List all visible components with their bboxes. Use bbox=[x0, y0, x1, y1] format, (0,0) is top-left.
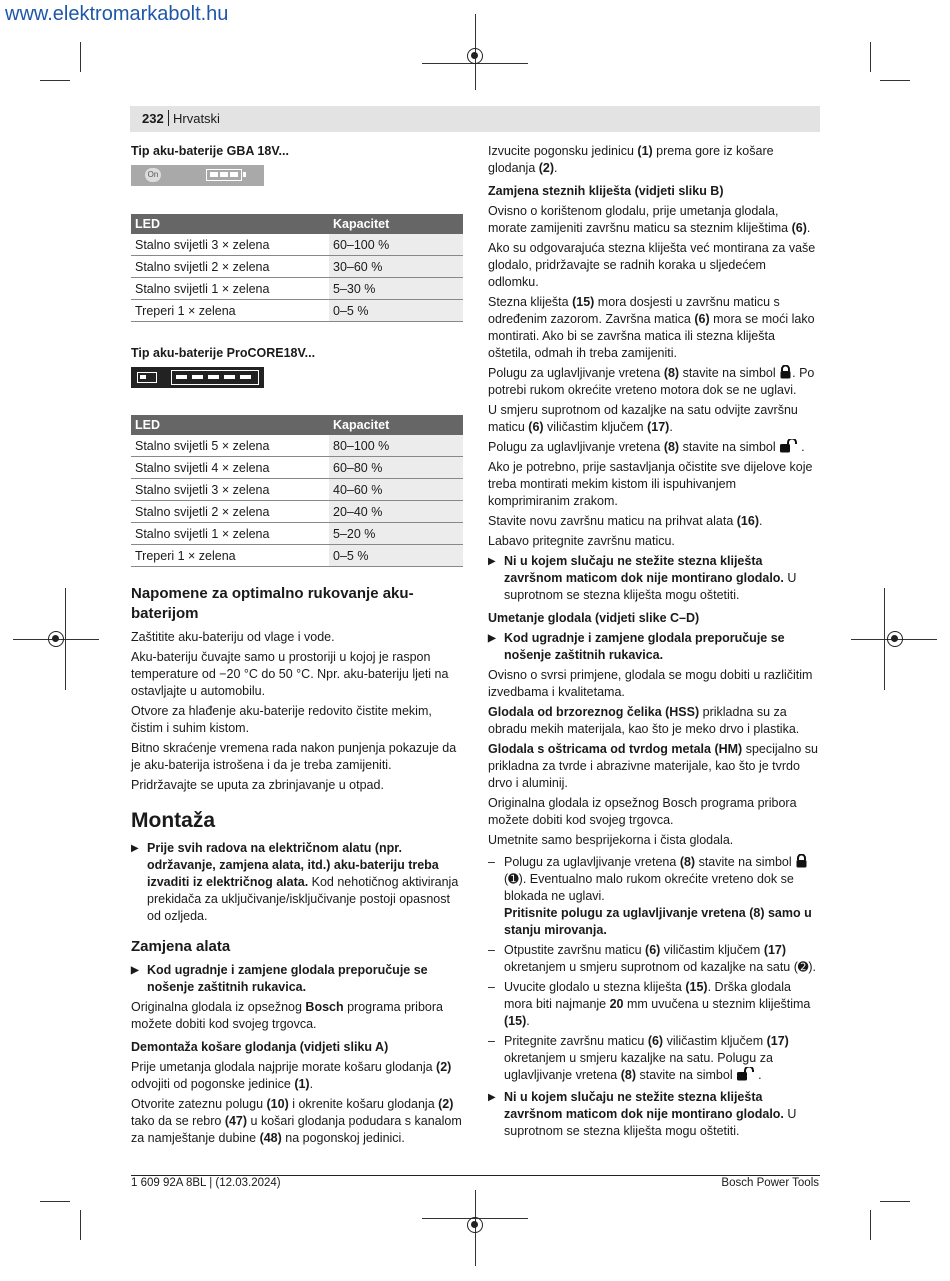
procore-battery-indicator-image bbox=[131, 367, 264, 388]
gba-title: Tip aku-baterije GBA 18V... bbox=[131, 144, 289, 158]
table-row bbox=[131, 435, 463, 457]
lock-open-icon bbox=[736, 1067, 758, 1081]
paragraph: Stavite novu završnu maticu na prihvat alata (16). bbox=[488, 514, 763, 528]
column-header: Kapacitet bbox=[329, 415, 463, 435]
subsection-heading: Umetanje glodala (vidjeti slike C–D) bbox=[488, 611, 700, 625]
paragraph: Stezna kliješta (15) mora dosjesti u završnu maticu s određenim zazorom. Završna matica (6) mora se moći lako montirati. Ako bi se završna matica ili stezna kliješta oštetila, odmah ih treba zamijeniti. bbox=[488, 295, 815, 360]
gba-capacity-table bbox=[131, 214, 463, 322]
paragraph: Ovisno o svrsi primjene, glodala se mogu dobiti u različitim izvedbama i kvalitetama. bbox=[488, 668, 813, 699]
paragraph: Bitno skraćenje vremena rada nakon punjenja pokazuje da je aku-baterija istrošena i da je treba zamijeniti. bbox=[131, 741, 457, 772]
paragraph: Glodala od brzoreznog čelika (HSS) prikladna su za obradu mekih materijala, kao što je meko drvo i plastika. bbox=[488, 705, 800, 736]
table-cell: 0–5 % bbox=[329, 300, 463, 322]
battery-icon bbox=[206, 169, 242, 181]
procore-capacity-table bbox=[131, 415, 463, 567]
step-1-icon: ➊ bbox=[508, 872, 519, 886]
subsection-heading: Zamjena steznih kliješta (vidjeti sliku B) bbox=[488, 184, 724, 198]
warning-bullet: ▶ Ni u kojem slučaju ne stežite stezna kliješta završnom maticom dok nije montirano glodalo. U suprotnom se stezna kliješta mogu oštetiti. bbox=[488, 1089, 820, 1140]
battery-low-icon bbox=[137, 372, 157, 383]
table-cell: Stalno svijetli 2 × zelena bbox=[131, 501, 329, 523]
lock-open-icon bbox=[779, 439, 801, 453]
paragraph: Ovisno o korištenom glodalu, prije umetanja glodala, morate zamijeniti završnu maticu sa steznim kliještima (6). bbox=[488, 204, 811, 235]
table-row bbox=[131, 545, 463, 567]
procore-title: Tip aku-baterije ProCORE18V... bbox=[131, 346, 316, 360]
paragraph: Labavo pritegnite završnu maticu. bbox=[488, 534, 675, 548]
table-row bbox=[131, 501, 463, 523]
paragraph: Glodala s oštricama od tvrdog metala (HM) specijalno su prikladna za tvrde i abrazivne materijale, kao što je tvrdo drvo i aluminij. bbox=[488, 742, 818, 790]
table-header-row bbox=[131, 415, 463, 435]
table-row bbox=[131, 278, 463, 300]
paragraph: Otvorite zateznu polugu (10) i okrenite košaru glodanja (2) tako da se rebro (47) u košari glodanja podudara s kanalom za namještanje dubine (48) na pogonskoj jedinici. bbox=[131, 1097, 462, 1145]
table-row bbox=[131, 256, 463, 278]
table-cell: Stalno svijetli 2 × zelena bbox=[131, 256, 329, 278]
list-item: – Uvucite glodalo u stezna kliješta (15). Drška glodala mora biti najmanje 20 mm uvučena u steznim kliještima (15). bbox=[488, 979, 820, 1030]
table-cell: 60–100 % bbox=[329, 234, 463, 256]
warning-bullet: ▶ Prije svih radova na električnom alatu (npr. održavanje, zamjena alata, itd.) aku-bateriju treba izvaditi iz električnog alata. Kod nehotičnog aktiviranja prekidača za uključivanje/isključivanje postoji opasnost od ozljeda. bbox=[131, 840, 463, 925]
list-item: – Polugu za uglavljivanje vretena (8) stavite na simbol (➊). Eventualno malo rukom okrećite vreteno dok se blokada ne uglavi. Pritisnite polugu za uglavljivanje vretena (8) samo u stanju mirovanja. bbox=[488, 854, 820, 939]
on-button-icon: On bbox=[145, 168, 161, 182]
table-cell: Treperi 1 × zelena bbox=[131, 300, 329, 322]
table-cell: Stalno svijetli 5 × zelena bbox=[131, 435, 329, 457]
gba-battery-indicator-image bbox=[131, 165, 264, 186]
table-cell: 0–5 % bbox=[329, 545, 463, 567]
table-row bbox=[131, 523, 463, 545]
warning-bullet: ▶ Ni u kojem slučaju ne stežite stezna kliješta završnom maticom dok nije montirano glodalo. U suprotnom se stezna kliješta mogu oštetiti. bbox=[488, 553, 820, 604]
table-row bbox=[131, 479, 463, 501]
column-header: LED bbox=[131, 415, 329, 435]
column-header: Kapacitet bbox=[329, 214, 463, 234]
table-cell: Stalno svijetli 4 × zelena bbox=[131, 457, 329, 479]
paragraph: Otvore za hlađenje aku-baterije redovito čistite mekim, čistim i suhim kistom. bbox=[131, 704, 432, 735]
paragraph: U smjeru suprotnom od kazaljke na satu odvijte završnu maticu (6) viličastim ključem (17). bbox=[488, 403, 798, 434]
battery-notes-section bbox=[131, 584, 463, 1147]
table-cell: Stalno svijetli 3 × zelena bbox=[131, 479, 329, 501]
watermark[interactable]: www.elektromarkabolt.hu bbox=[5, 3, 229, 25]
paragraph: Polugu za uglavljivanje vretena (8) stavite na simbol . Po potrebi rukom okrećite vreteno motora dok se ne uglavi. bbox=[488, 366, 815, 397]
table-cell: 80–100 % bbox=[329, 435, 463, 457]
list-item: – Otpustite završnu maticu (6) viličastim ključem (17) okretanjem u smjeru suprotnom od kazaljke na satu (➋). bbox=[488, 942, 820, 976]
warning-bullet: ▶ Kod ugradnje i zamjene glodala preporučuje se nošenje zaštitnih rukavica. bbox=[131, 962, 463, 996]
warning-bullet: ▶ Kod ugradnje i zamjene glodala preporučuje se nošenje zaštitnih rukavica. bbox=[488, 630, 820, 664]
paragraph: Originalna glodala iz opsežnog Bosch programa pribora možete dobiti kod svojeg trgovca. bbox=[488, 796, 797, 827]
table-cell: Stalno svijetli 3 × zelena bbox=[131, 234, 329, 256]
table-cell: 60–80 % bbox=[329, 457, 463, 479]
table-row bbox=[131, 457, 463, 479]
lock-closed-icon bbox=[795, 854, 808, 868]
right-column bbox=[488, 143, 820, 1140]
paragraph: Pridržavajte se uputa za zbrinjavanje u otpad. bbox=[131, 778, 384, 792]
paragraph: Ako su odgovarajuća stezna kliješta već montirana za vaše glodalo, pridržavajte se radnih koraka u sljedećem odlomku. bbox=[488, 241, 816, 289]
table-cell: 30–60 % bbox=[329, 256, 463, 278]
list-item: – Pritegnite završnu maticu (6) viličastim ključem (17) okretanjem u smjeru kazaljke na satu. Polugu za uglavljivanje vretena (8) stavite na simbol . bbox=[488, 1033, 820, 1084]
section-title-montaza: Montaža bbox=[131, 809, 215, 832]
table-cell: 5–30 % bbox=[329, 278, 463, 300]
paragraph: Izvucite pogonsku jedinicu (1) prema gore iz košare glodanja (2). bbox=[488, 144, 774, 175]
table-cell: 20–40 % bbox=[329, 501, 463, 523]
column-header: LED bbox=[131, 214, 329, 234]
paragraph: Originalna glodala iz opsežnog Bosch programa pribora možete dobiti kod svojeg trgovca. bbox=[131, 1000, 443, 1031]
page-number: 232 bbox=[142, 111, 164, 126]
battery-segments-icon bbox=[171, 370, 259, 385]
page-header-band bbox=[130, 106, 820, 132]
table-row bbox=[131, 300, 463, 322]
section-heading: Zamjena alata bbox=[131, 938, 231, 955]
footer-document-id: 1 609 92A 8BL | (12.03.2024) bbox=[131, 1177, 281, 1189]
table-cell: 5–20 % bbox=[329, 523, 463, 545]
footer-rule bbox=[131, 1175, 820, 1176]
header-divider bbox=[168, 110, 169, 126]
paragraph: Umetnite samo besprijekorna i čista glodala. bbox=[488, 833, 734, 847]
section-heading: Napomene za optimalno rukovanje aku-baterijom bbox=[131, 585, 414, 622]
subsection-heading: Demontaža košare glodanja (vidjeti sliku A) bbox=[131, 1040, 389, 1054]
step-2-icon: ➋ bbox=[797, 960, 809, 974]
paragraph: Prije umetanja glodala najprije morate košaru glodanja (2) odvojiti od pogonske jedinice (1). bbox=[131, 1060, 452, 1091]
lock-closed-icon bbox=[779, 365, 792, 379]
paragraph: Aku-bateriju čuvajte samo u prostoriji u kojoj je raspon temperature od −20 °C do 50 °C. Npr. aku-bateriju ljeti na ostavljajte u automobilu. bbox=[131, 650, 449, 698]
table-cell: Stalno svijetli 1 × zelena bbox=[131, 523, 329, 545]
paragraph: Ako je potrebno, prije sastavljanja očistite sve dijelove koje treba montirati mekim kistom ili ispuhivanjem komprimiranim zrakom. bbox=[488, 460, 813, 508]
paragraph: Polugu za uglavljivanje vretena (8) stavite na simbol . bbox=[488, 440, 805, 454]
table-cell: Stalno svijetli 1 × zelena bbox=[131, 278, 329, 300]
table-header-row bbox=[131, 214, 463, 234]
table-row bbox=[131, 234, 463, 256]
table-cell: Treperi 1 × zelena bbox=[131, 545, 329, 567]
footer-brand: Bosch Power Tools bbox=[721, 1177, 819, 1189]
paragraph: Zaštitite aku-bateriju od vlage i vode. bbox=[131, 630, 335, 644]
table-cell: 40–60 % bbox=[329, 479, 463, 501]
page-language: Hrvatski bbox=[173, 111, 220, 126]
